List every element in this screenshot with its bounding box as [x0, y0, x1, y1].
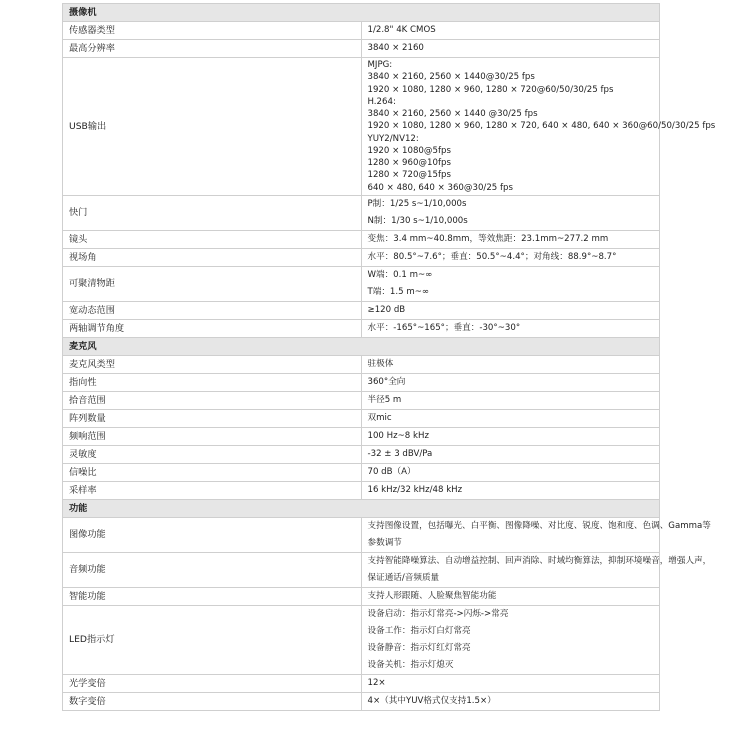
section-header — [63, 4, 660, 22]
spec-value — [361, 409, 660, 427]
spec-label: 灵敏度 — [63, 445, 362, 463]
spec-row — [63, 22, 660, 40]
spec-value-line: 1920 × 1080, 1280 × 960, 1280 × 720, 640 × 480, 640 × 360@60/50/30/25 fps — [367, 121, 716, 132]
spec-value — [361, 391, 660, 409]
spec-row — [63, 587, 660, 605]
spec-value-line: 水平：-165°~165°；垂直：-30°~30° — [367, 322, 521, 333]
spec-value-line: ≥120 dB — [367, 304, 406, 315]
spec-row — [63, 391, 660, 409]
spec-value-line: 3840 × 2160, 2560 × 1440@30/25 fps — [367, 72, 535, 83]
spec-value — [361, 605, 660, 674]
spec-value-line: MJPG: — [367, 60, 393, 70]
spec-label: 宽动态范围 — [63, 301, 362, 319]
spec-value — [361, 40, 660, 58]
spec-value-line: 设备静音：指示灯红灯常亮 — [367, 642, 471, 653]
spec-label: 麦克风类型 — [63, 355, 362, 373]
section-title: 摄像机 — [63, 4, 660, 22]
spec-label: 快门 — [63, 195, 362, 230]
spec-value-line: 12× — [367, 677, 386, 688]
spec-row — [63, 195, 660, 230]
spec-label: 可聚清物距 — [63, 266, 362, 301]
spec-value-line: YUY2/NV12: — [367, 133, 419, 144]
spec-row — [63, 248, 660, 266]
spec-label: 拾音范围 — [63, 391, 362, 409]
spec-label: 视场角 — [63, 248, 362, 266]
spec-row — [63, 409, 660, 427]
section-title: 麦克风 — [63, 337, 660, 355]
spec-value-line: 360°全向 — [367, 376, 406, 387]
spec-value — [361, 230, 660, 248]
spec-value-line: T端：1.5 m~∞ — [367, 286, 430, 297]
spec-value — [361, 301, 660, 319]
spec-value — [361, 195, 660, 230]
spec-row — [63, 674, 660, 692]
spec-row — [63, 692, 660, 710]
spec-value — [361, 373, 660, 391]
spec-value-line: 变焦：3.4 mm~40.8mm，等效焦距：23.1mm~277.2 mm — [367, 233, 609, 244]
spec-value — [361, 266, 660, 301]
spec-value-line: 100 Hz~8 kHz — [367, 430, 429, 441]
spec-value-line: 1280 × 720@15fps — [367, 170, 451, 181]
spec-value-line: 设备启动：指示灯常亮->闪烁->常亮 — [367, 608, 509, 619]
spec-label: USB输出 — [63, 58, 362, 196]
spec-value-line: P制：1/25 s~1/10,000s — [367, 198, 467, 209]
section-header — [63, 337, 660, 355]
spec-row — [63, 605, 660, 674]
spec-row — [63, 301, 660, 319]
spec-label: 传感器类型 — [63, 22, 362, 40]
spec-value — [361, 587, 660, 605]
spec-value-line: 设备关机：指示灯熄灭 — [367, 659, 454, 670]
spec-sheet — [62, 3, 716, 711]
spec-value — [361, 248, 660, 266]
spec-row — [63, 355, 660, 373]
spec-row — [63, 266, 660, 301]
spec-value-line: 1920 × 1080, 1280 × 960, 1280 × 720@60/50/30/25 fps — [367, 84, 614, 95]
spec-value-line: N制：1/30 s~1/10,000s — [367, 215, 468, 226]
spec-label: 图像功能 — [63, 517, 362, 552]
section-header — [63, 499, 660, 517]
spec-row — [63, 230, 660, 248]
spec-row — [63, 463, 660, 481]
spec-value — [361, 692, 660, 710]
spec-value — [361, 674, 660, 692]
spec-value-line: 设备工作：指示灯白灯常亮 — [367, 625, 471, 636]
spec-row — [63, 517, 660, 552]
spec-row — [63, 58, 660, 196]
spec-row — [63, 40, 660, 58]
spec-label: 频响范围 — [63, 427, 362, 445]
spec-label: 两轴调节角度 — [63, 319, 362, 337]
spec-value — [361, 22, 660, 40]
spec-row — [63, 319, 660, 337]
spec-value-line: 参数调节 — [367, 537, 402, 548]
spec-value-line: 3840 × 2160, 2560 × 1440 @30/25 fps — [367, 109, 538, 119]
spec-value-line: W端：0.1 m~∞ — [367, 269, 433, 280]
spec-value-line: 640 × 480, 640 × 360@30/25 fps — [367, 182, 513, 193]
spec-label: 数字变倍 — [63, 692, 362, 710]
spec-value — [361, 517, 711, 552]
spec-value-line: 支持图像设置，包括曝光、白平衡、图像降噪、对比度、锐度、饱和度、色调、Gamma等 — [367, 520, 711, 531]
spec-value — [361, 355, 660, 373]
spec-row — [63, 427, 660, 445]
spec-value-line: 1280 × 960@10fps — [367, 158, 451, 168]
spec-value-line: 保证通话/音频质量 — [367, 572, 440, 583]
spec-value — [361, 463, 660, 481]
spec-row — [63, 445, 660, 463]
spec-value — [361, 481, 660, 499]
spec-value-line: 1/2.8" 4K CMOS — [367, 25, 436, 35]
spec-label: 采样率 — [63, 481, 362, 499]
spec-label: 镜头 — [63, 230, 362, 248]
spec-value-line: 驻极体 — [367, 358, 394, 369]
spec-value-line: 双mic — [367, 412, 392, 423]
spec-value — [361, 319, 660, 337]
spec-label: 最高分辨率 — [63, 40, 362, 58]
spec-value — [361, 58, 716, 196]
spec-table — [62, 3, 716, 711]
spec-label: 信噪比 — [63, 463, 362, 481]
spec-value-line: 16 kHz/32 kHz/48 kHz — [367, 484, 463, 495]
spec-value-line: 支持人形跟随、人脸聚焦智能功能 — [367, 590, 497, 601]
spec-value — [361, 427, 660, 445]
spec-label: 智能功能 — [63, 587, 362, 605]
spec-label: 指向性 — [63, 373, 362, 391]
spec-value-line: 4×（其中YUV格式仅支持1.5×） — [367, 695, 496, 706]
spec-row — [63, 552, 660, 587]
spec-value-line: 水平：80.5°~7.6°；垂直：50.5°~4.4°；对角线：88.9°~8.7° — [367, 251, 617, 262]
spec-value-line: 支持智能降噪算法、自动增益控制、回声消除、时域均衡算法，抑制环境噪音，增强人声， — [367, 555, 712, 566]
spec-label: LED指示灯 — [63, 605, 362, 674]
spec-value-line: 3840 × 2160 — [367, 43, 424, 53]
spec-value-line: 半径5 m — [367, 394, 402, 405]
section-title: 功能 — [63, 499, 660, 517]
spec-row — [63, 481, 660, 499]
spec-label: 音频功能 — [63, 552, 362, 587]
spec-label: 阵列数量 — [63, 409, 362, 427]
spec-value-line: 70 dB（A） — [367, 466, 416, 477]
spec-row — [63, 373, 660, 391]
spec-value — [361, 445, 660, 463]
spec-value — [361, 552, 712, 587]
spec-value-line: -32 ± 3 dBV/Pa — [367, 448, 433, 459]
spec-label: 光学变倍 — [63, 674, 362, 692]
spec-value-line: H.264: — [367, 96, 396, 107]
spec-value-line: 1920 × 1080@5fps — [367, 145, 451, 156]
